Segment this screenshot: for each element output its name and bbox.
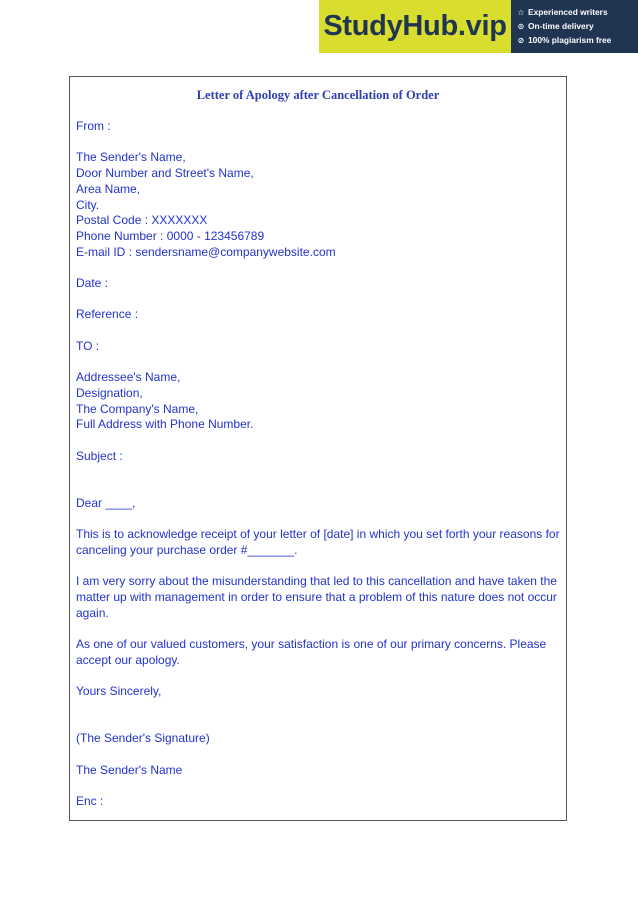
- studyhub-logo[interactable]: StudyHub.vip: [319, 0, 511, 53]
- date-label: Date :: [76, 276, 109, 290]
- body-paragraph-2: again.: [76, 606, 109, 620]
- salutation: Dear ____,: [76, 496, 136, 510]
- feature-list: [516, 5, 636, 47]
- feature-item: [516, 19, 636, 33]
- signature-line: (The Sender's Signature): [76, 731, 210, 745]
- area-line: Area Name,: [76, 182, 141, 196]
- letter-frame: [69, 76, 567, 821]
- door-street-line: Door Number and Street's Name,: [76, 166, 254, 180]
- full-address-line: Full Address with Phone Number.: [76, 417, 254, 431]
- letter-title: Letter of Apology after Cancellation of Order: [196, 88, 440, 102]
- body-paragraph-3: accept our apology.: [76, 653, 180, 667]
- feature-label: Experienced writers: [528, 7, 608, 17]
- feature-item: [516, 5, 636, 19]
- email-line: E-mail ID : sendersname@companywebsite.com: [76, 245, 336, 259]
- phone-line: Phone Number : 0000 - 123456789: [76, 229, 265, 243]
- body-paragraph-1: This is to acknowledge receipt of your letter of [date] in which you set forth your reasons for: [76, 527, 560, 541]
- subject-label: Subject :: [76, 449, 123, 463]
- closing: Yours Sincerely,: [76, 684, 162, 698]
- plagiarism-icon: ⊘: [517, 35, 525, 45]
- star-icon: ☆: [517, 7, 525, 17]
- body-paragraph-2: I am very sorry about the misunderstanding that led to this cancellation and have taken the: [76, 574, 557, 588]
- body-paragraph-3: As one of our valued customers, your satisfaction is one of our primary concerns. Please: [76, 637, 547, 651]
- sender-name-line: The Sender's Name,: [76, 150, 186, 164]
- from-label: From :: [76, 119, 111, 133]
- postal-code-line: Postal Code : XXXXXXX: [76, 213, 208, 227]
- studyhub-banner[interactable]: [319, 0, 638, 53]
- city-line: City.: [76, 198, 100, 212]
- feature-label: 100% plagiarism free: [528, 35, 612, 45]
- addressee-name-line: Addressee's Name,: [76, 370, 181, 384]
- feature-item: [516, 33, 636, 47]
- enclosure-label: Enc :: [76, 794, 104, 808]
- reference-label: Reference :: [76, 307, 139, 321]
- designation-line: Designation,: [76, 386, 143, 400]
- company-name-line: The Company's Name,: [76, 402, 199, 416]
- body-paragraph-2: matter up with management in order to ensure that a problem of this nature does not occur: [76, 590, 557, 604]
- sender-name-signoff: The Sender's Name: [76, 763, 183, 777]
- body-paragraph-1: canceling your purchase order #_______.: [76, 543, 298, 557]
- clock-icon: ⊙: [517, 21, 525, 31]
- feature-label: On-time delivery: [528, 21, 594, 31]
- to-label: TO :: [76, 339, 100, 353]
